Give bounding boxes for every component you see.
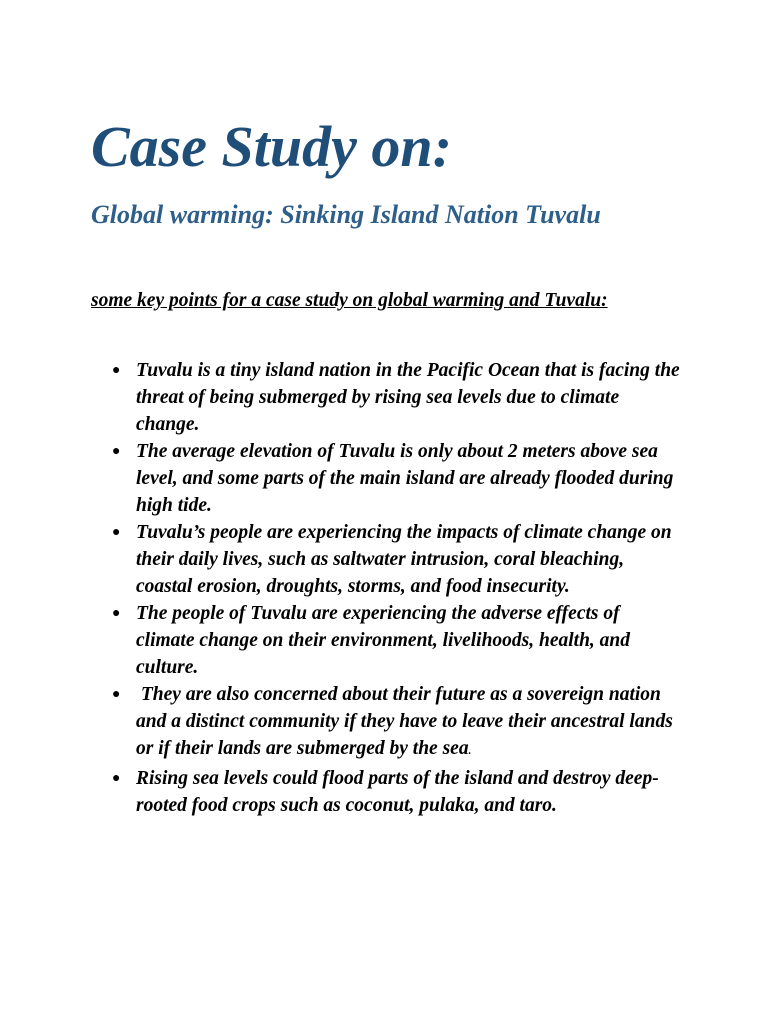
bullet-icon: ● [112, 771, 121, 786]
list-item-text: The people of Tuvalu are experiencing the adverse effects of climate change on their environment, livelihoods, health, and culture. [136, 603, 631, 678]
list-item [112, 357, 682, 438]
page-title: Case Study on: [91, 114, 452, 179]
list-item [112, 519, 682, 600]
page-subtitle: Global warming: Sinking Island Nation Tuvalu [91, 200, 601, 229]
list-item [112, 438, 682, 519]
list-item-text: They are also concerned about their future as a sovereign nation and a distinct community if they have to leave their ancestral lands or if their lands are submerged by the sea [136, 684, 678, 759]
list-item-text: Tuvalu is a tiny island nation in the Pacific Ocean that is facing the threat of being submerged by rising sea levels due to climate change. [136, 360, 680, 435]
list-item [112, 681, 682, 765]
list-item-trailing-period: . [468, 745, 472, 757]
bullet-icon: ● [112, 363, 121, 378]
key-points-heading: some key points for a case study on global warming and Tuvalu: [91, 290, 608, 311]
bullet-icon: ● [112, 444, 121, 459]
bullet-icon: ● [112, 687, 121, 702]
key-points-list [112, 357, 682, 819]
bullet-icon: ● [112, 525, 121, 540]
list-item [112, 765, 682, 819]
list-item-text: The average elevation of Tuvalu is only about 2 meters above sea level, and some parts of the main island are already flooded during high tide. [136, 441, 674, 516]
bullet-icon: ● [112, 606, 121, 621]
list-item-text: Tuvalu’s people are experiencing the impacts of climate change on their daily lives, such as saltwater intrusion, coral bleaching, coastal erosion, droughts, storms, and food insecurity. [136, 522, 672, 597]
list-item-text: Rising sea levels could flood parts of the island and destroy deep-rooted food crops such as coconut, pulaka, and taro. [136, 768, 659, 816]
list-item [112, 600, 682, 681]
